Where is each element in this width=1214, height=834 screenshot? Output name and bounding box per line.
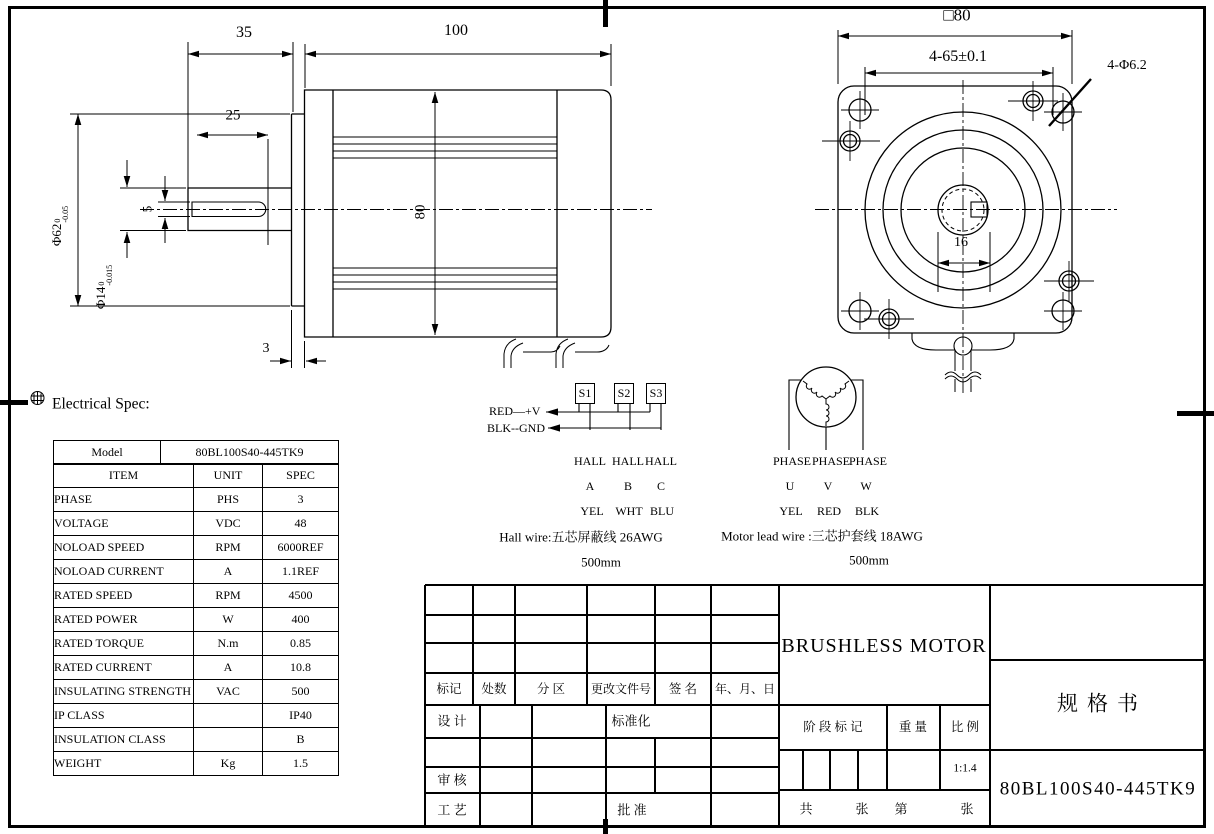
phase-u-color: YEL	[779, 504, 803, 518]
dim-key-width: 16	[954, 235, 968, 250]
phase-v-color: RED	[817, 504, 841, 518]
dim-bolt-spacing: 4-65±0.1	[928, 48, 988, 65]
dim-5: 5	[139, 205, 155, 213]
scale-label: 比 例	[950, 719, 980, 734]
dim-25: 25	[225, 107, 241, 124]
dim-square80: □80	[943, 5, 971, 25]
table-row: INSULATION CLASS B	[54, 728, 339, 752]
phase-w-color: BLK	[855, 504, 879, 518]
hall-sensor-s3: S3	[646, 383, 666, 404]
motor-lead-caption: Motor lead wire :三芯护套线 18AWG	[721, 528, 923, 544]
rev-header-mark: 标记	[436, 681, 462, 696]
dim-100: 100	[444, 22, 468, 39]
table-row	[54, 441, 339, 465]
model-label: Model	[54, 441, 161, 465]
hall-wire-length: 500mm	[581, 554, 621, 570]
dim-phi14: Φ14 0 -0.015	[93, 264, 114, 310]
phase-v: V	[823, 479, 833, 493]
standardization-label: 标准化	[611, 713, 651, 729]
side-view	[140, 90, 652, 368]
hall-sensor-s1: S1	[575, 383, 595, 404]
hall-b-channel: B	[623, 479, 633, 493]
sheet-total-unit: 张	[855, 801, 869, 817]
center-mark-top	[603, 0, 608, 27]
rev-header-zone: 分 区	[536, 681, 566, 696]
review-label: 审 核	[437, 772, 467, 788]
motor-winding	[789, 367, 863, 450]
weight-label: 重 量	[898, 719, 928, 734]
table-row: NOLOAD SPEED RPM 6000REF	[54, 536, 339, 560]
electrical-spec-heading: Electrical Spec:	[52, 395, 150, 413]
table-row: VOLTAGE VDC 48	[54, 512, 339, 536]
phase-v-label: PHASE	[811, 454, 851, 468]
process-label: 工 艺	[437, 802, 467, 818]
rev-header-signature: 签 名	[668, 681, 698, 696]
hall-c-color: BLU	[650, 504, 674, 518]
table-row: RATED CURRENT A 10.8	[54, 656, 339, 680]
table-row: RATED SPEED RPM 4500	[54, 584, 339, 608]
phase-u: U	[785, 479, 795, 493]
supply-negative-label: BLK--GND	[487, 421, 545, 435]
dim-35: 35	[236, 24, 252, 41]
table-row: WEIGHT Kg 1.5	[54, 752, 339, 776]
sheet-total-label: 共	[799, 801, 813, 817]
sheet-number-label: 第	[894, 801, 908, 817]
phase-w: W	[860, 479, 872, 493]
table-row: NOLOAD CURRENT A 1.1REF	[54, 560, 339, 584]
doc-type: 规格书	[1057, 691, 1147, 716]
projection-symbol	[31, 392, 44, 405]
part-number: 80BL100S40-445TK9	[999, 778, 1197, 800]
rev-header-doc-no: 更改文件号	[590, 682, 652, 696]
col-unit: UNIT	[194, 464, 263, 488]
center-mark-right	[1177, 411, 1214, 416]
sheet-number-unit: 张	[960, 801, 974, 817]
hall-a-channel: A	[585, 479, 595, 493]
hall-c-label: HALL	[645, 454, 677, 468]
table-row: RATED POWER W 400	[54, 608, 339, 632]
product-name: BRUSHLESS MOTOR	[781, 635, 987, 657]
table-row: INSULATING STRENGTH VAC 500	[54, 680, 339, 704]
center-mark-left	[0, 400, 28, 405]
phase-u-label: PHASE	[772, 454, 812, 468]
phase-w-label: PHASE	[848, 454, 888, 468]
stage-mark-label: 阶 段 标 记	[803, 719, 863, 734]
spec-table-model-row	[53, 440, 339, 465]
dim-80: 80	[412, 204, 429, 220]
hall-b-label: HALL	[612, 454, 644, 468]
hall-a-label: HALL	[574, 454, 606, 468]
table-header-row	[54, 464, 339, 488]
dim-phi62: Φ62 0 -0.05	[49, 205, 70, 247]
hall-c-channel: C	[656, 479, 666, 493]
hall-b-color: WHT	[615, 504, 643, 518]
table-row: PHASE PHS 3	[54, 488, 339, 512]
front-view-dimensions	[838, 30, 1072, 292]
hall-sensor-s2: S2	[614, 383, 634, 404]
dim-3: 3	[262, 341, 270, 356]
spec-table	[53, 463, 339, 776]
col-item: ITEM	[54, 464, 194, 488]
design-label: 设 计	[437, 713, 467, 729]
supply-positive-label: RED—+V	[489, 404, 541, 418]
scale-value: 1:1.4	[953, 762, 977, 775]
rev-header-count: 处数	[481, 681, 507, 696]
dim-holes: 4-Φ6.2	[1107, 58, 1147, 73]
table-row: IP CLASS IP40	[54, 704, 339, 728]
hall-a-color: YEL	[580, 504, 604, 518]
motor-lead-length: 500mm	[849, 552, 889, 568]
hall-wire-caption: Hall wire:五芯屏蔽线 26AWG	[499, 529, 663, 545]
col-spec: SPEC	[263, 464, 339, 488]
model-value: 80BL100S40-445TK9	[161, 441, 339, 465]
rev-header-date: 年、月、日	[714, 682, 776, 696]
hall-wiring-lines	[546, 404, 661, 430]
approve-label: 批 准	[617, 802, 647, 818]
table-row: RATED TORQUE N.m 0.85	[54, 632, 339, 656]
